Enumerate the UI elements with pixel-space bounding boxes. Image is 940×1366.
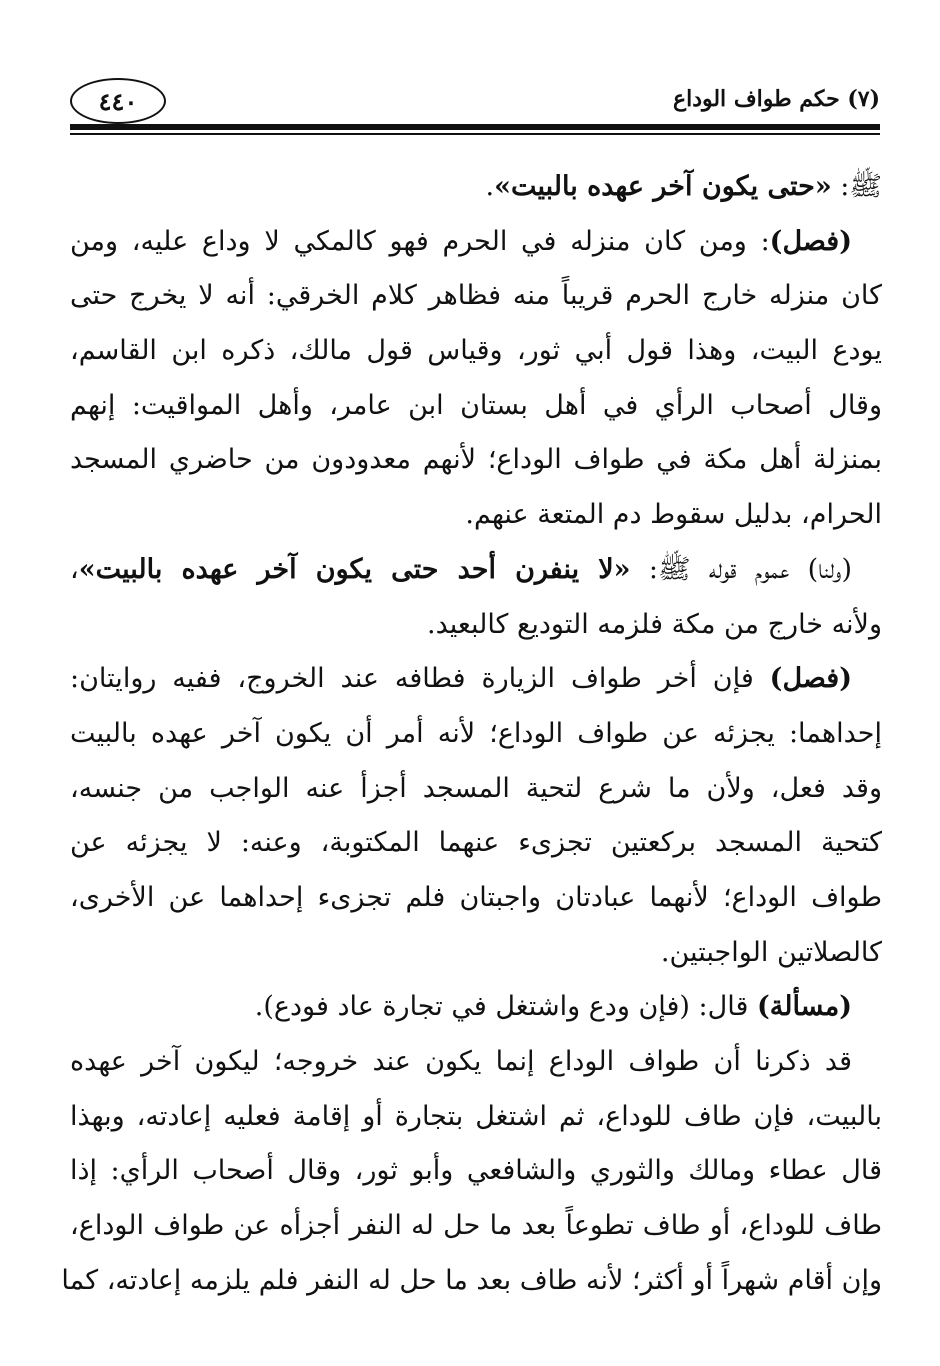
text-span: يودع البيت، وهذا قول أبي ثور، وقياس قول مالك، ذكره ابن القاسم،	[70, 335, 882, 367]
text-line	[70, 926, 882, 981]
bold-text-span: «حتى يكون آخر عهده بالبيت»	[494, 171, 832, 202]
text-span: ﷺ:	[831, 171, 882, 202]
text-line	[70, 488, 882, 543]
text-line	[70, 324, 882, 379]
text-line	[70, 980, 882, 1035]
text-line	[70, 1035, 882, 1090]
running-title: (٧) حكم طواف الوداع	[672, 86, 880, 112]
text-span: بمنزلة أهل مكة في طواف الوداع؛ لأنهم معدودون من حاضري المسجد	[70, 444, 882, 476]
text-line	[61, 1254, 882, 1309]
text-span: قال عطاء ومالك والثوري والشافعي وأبو ثور، وقال أصحاب الرأي: إذا	[70, 1155, 882, 1187]
text-line	[70, 269, 882, 324]
text-line	[70, 215, 882, 270]
text-line	[70, 160, 882, 215]
bold-text-span: (فصل)	[769, 663, 852, 695]
text-span: فإن أخر طواف الزيارة فطافه عند الخروج، ففيه روايتان:	[70, 663, 770, 695]
text-line	[70, 598, 882, 653]
text-span: (ولنا) عموم قوله ﷺ:	[630, 553, 852, 585]
text-line	[70, 379, 882, 434]
text-span: قد ذكرنا أن طواف الوداع إنما يكون عند خروجه؛ ليكون آخر عهده	[70, 1046, 852, 1077]
text-span: ولأنه خارج من مكة فلزمه التوديع كالبعيد.	[427, 608, 882, 640]
text-line	[70, 433, 882, 488]
page-number: ٤٤٠	[70, 78, 166, 124]
bold-text-span: (فصل)	[769, 225, 852, 257]
text-span: وقد فعل، ولأن ما شرع لتحية المسجد أجزأ عنه الواجب من جنسه،	[70, 772, 882, 804]
text-line	[70, 543, 882, 598]
text-line	[70, 1090, 882, 1145]
text-span: كان منزله خارج الحرم قريباً منه فظاهر كلام الخرقي: أنه لا يخرج حتى	[70, 280, 882, 312]
text-span: طاف للوداع، أو طاف تطوعاً بعد ما حل له النفر أجزأه عن طواف الوداع،	[70, 1210, 882, 1242]
text-line	[70, 871, 882, 926]
text-span: .	[485, 171, 495, 202]
text-span: بالبيت، فإن طاف للوداع، ثم اشتغل بتجارة أو إقامة فعليه إعادته، وبهذا	[70, 1100, 882, 1132]
text-span: : ومن كان منزله في الحرم فهو كالمكي لا وداع عليه، ومن	[70, 225, 770, 257]
text-span: كتحية المسجد بركعتين تجزىء عنهما المكتوبة، وعنه: لا يجزئه عن	[70, 827, 882, 859]
text-span: ،	[70, 553, 79, 585]
text-line	[70, 1144, 882, 1199]
header-rule-thin	[70, 133, 880, 135]
text-span: كالصلاتين الواجبتين.	[660, 936, 882, 968]
page-header	[70, 78, 880, 122]
text-line	[70, 762, 882, 817]
text-span: طواف الوداع؛ لأنهما عبادتان واجبتان فلم تجزىء إحداهما عن الأخرى،	[70, 881, 882, 913]
header-rule-thick	[70, 124, 880, 130]
bold-text-span: (مسألة)	[756, 991, 852, 1023]
text-line	[70, 652, 882, 707]
body-text	[61, 160, 882, 1308]
text-line	[70, 707, 882, 762]
text-line	[70, 816, 882, 871]
text-span: الحرام، بدليل سقوط دم المتعة عنهم.	[465, 499, 882, 531]
bold-text-span: «لا ينفرن أحد حتى يكون آخر عهده بالبيت»	[78, 553, 631, 585]
text-span: وإن أقام شهراً أو أكثر؛ لأنه طاف بعد ما حل له النفر فلم يلزمه إعادته، كما	[61, 1264, 882, 1296]
text-line	[70, 1199, 882, 1254]
text-span: قال: (فإن ودع واشتغل في تجارة عاد فودع).	[254, 991, 757, 1023]
text-span: إحداهما: يجزئه عن طواف الوداع؛ لأنه أمر أن يكون آخر عهده بالبيت	[70, 717, 882, 749]
text-span: وقال أصحاب الرأي في أهل بستان ابن عامر، وأهل المواقيت: إنهم	[70, 389, 882, 421]
